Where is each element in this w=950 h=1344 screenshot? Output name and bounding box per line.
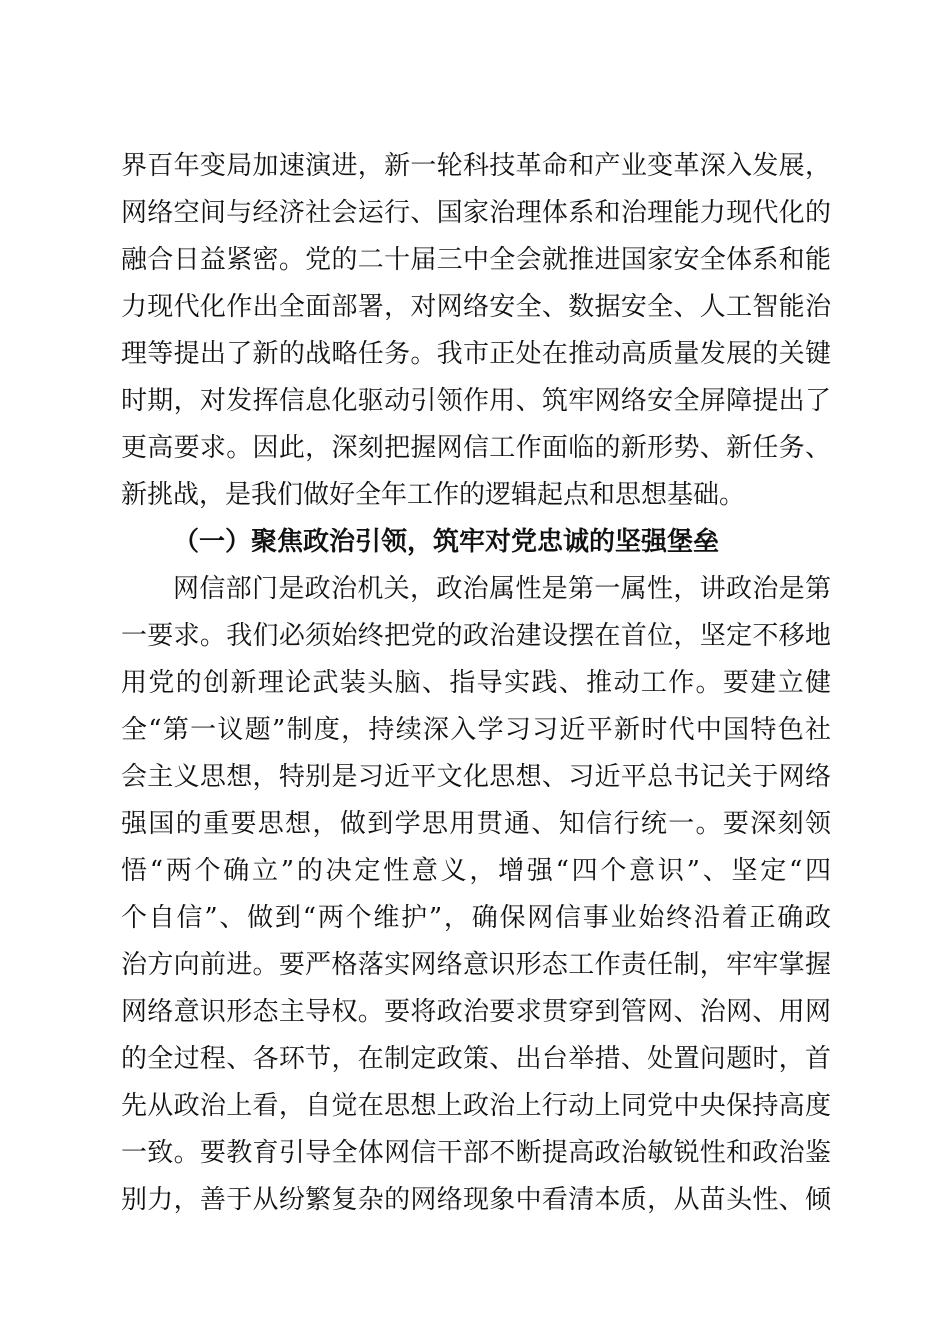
paragraph-1-line-6: 时期，对发挥信息化驱动引领作用、筑牢网络安全屏障提出了 (121, 386, 831, 416)
paragraph-1-line-2: 网络空间与经济社会运行、国家治理体系和治理能力现代化的 (121, 198, 831, 228)
paragraph-2-line-3: 用党的创新理论武装头脑、指导实践、推动工作。要建立健 (121, 668, 831, 698)
paragraph-2-line-4: 全“第一议题”制度，持续深入学习习近平新时代中国特色社 (121, 715, 831, 745)
paragraph-2-line-5: 会主义思想，特别是习近平文化思想、习近平总书记关于网络 (121, 762, 831, 792)
paragraph-2-line-7: 悟“两个确立”的决定性意义，增强“四个意识”、坚定“四 (121, 856, 831, 886)
paragraph-2-line-10: 网络意识形态主导权。要将政治要求贯穿到管网、治网、用网 (121, 997, 831, 1027)
paragraph-2-line-11: 的全过程、各环节，在制定政策、出台举措、处置问题时，首 (121, 1044, 831, 1074)
paragraph-2-line-12: 先从政治上看，自觉在思想上政治上行动上同党中央保持高度 (121, 1091, 831, 1121)
paragraph-1-line-7: 更高要求。因此，深刻把握网信工作面临的新形势、新任务、 (121, 433, 831, 463)
paragraph-2-line-2: 一要求。我们必须始终把党的政治建设摆在首位，坚定不移地 (121, 621, 831, 651)
paragraph-1-line-4: 力现代化作出全面部署，对网络安全、数据安全、人工智能治 (121, 292, 831, 322)
paragraph-1-line-1: 界百年变局加速演进，新一轮科技革命和产业变革深入发展， (121, 151, 831, 181)
paragraph-2-line-8: 个自信”、做到“两个维护”，确保网信事业始终沿着正确政 (121, 903, 831, 933)
paragraph-2-line-6: 强国的重要思想，做到学思用贯通、知信行统一。要深刻领 (121, 809, 831, 839)
paragraph-2-line-1: 网信部门是政治机关，政治属性是第一属性，讲政治是第 (173, 574, 831, 604)
paragraph-2-line-13: 一致。要教育引导全体网信干部不断提高政治敏锐性和政治鉴 (121, 1138, 831, 1168)
paragraph-1-line-5: 理等提出了新的战略任务。我市正处在推动高质量发展的关键 (121, 339, 831, 369)
paragraph-2-line-9: 治方向前进。要严格落实网络意识形态工作责任制，牢牢掌握 (121, 950, 831, 980)
paragraph-1-line-8: 新挑战，是我们做好全年工作的逻辑起点和思想基础。 (121, 480, 746, 510)
section-heading: （一）聚焦政治引领，筑牢对党忠诚的坚强堡垒 (173, 527, 720, 557)
paragraph-1-line-3: 融合日益紧密。党的二十届三中全会就推进国家安全体系和能 (121, 245, 831, 275)
paragraph-2-line-14: 别力，善于从纷繁复杂的网络现象中看清本质，从苗头性、倾 (121, 1185, 831, 1215)
